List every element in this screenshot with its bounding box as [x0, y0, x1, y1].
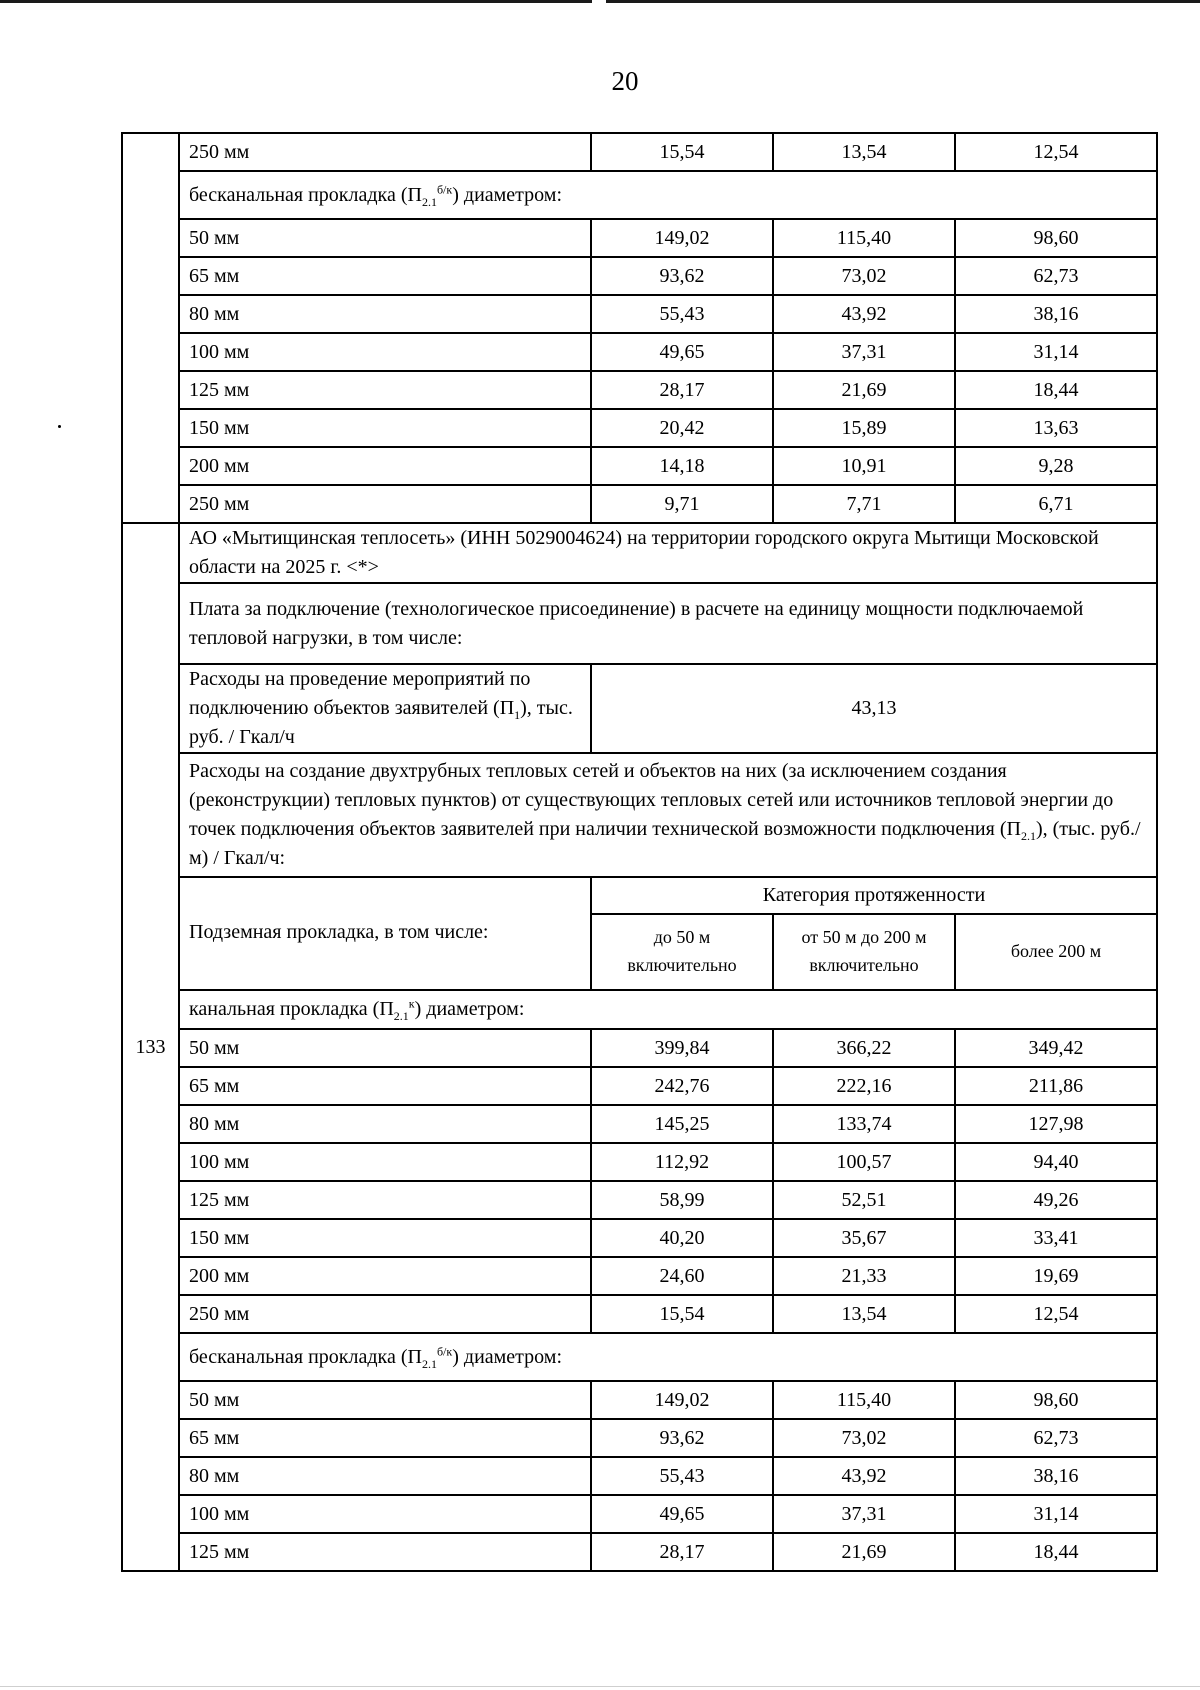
value-cell: 127,98 [955, 1105, 1157, 1143]
value-cell: 149,02 [591, 1381, 773, 1419]
value-cell: 12,54 [955, 133, 1157, 171]
value-cell: 19,69 [955, 1257, 1157, 1295]
value-cell: 98,60 [955, 1381, 1157, 1419]
value-cell: 28,17 [591, 1533, 773, 1571]
value-cell: 93,62 [591, 1419, 773, 1457]
table-row [122, 447, 1157, 485]
row-number: 133 [122, 523, 179, 1571]
value-cell: 38,16 [955, 295, 1157, 333]
table-row [122, 257, 1157, 295]
table-row [122, 485, 1157, 523]
value-cell: 14,18 [591, 447, 773, 485]
value-cell: 6,71 [955, 485, 1157, 523]
value-cell: 73,02 [773, 1419, 955, 1457]
p1-row [122, 664, 1157, 753]
table-row [122, 333, 1157, 371]
value-cell: 24,60 [591, 1257, 773, 1295]
diameter-cell: 250 мм [179, 485, 591, 523]
value-cell: 93,62 [591, 257, 773, 295]
channel-heading: канальная прокладка $(П_{2.1}^к)$ диаметром: [179, 990, 1157, 1029]
value-cell: 21,33 [773, 1257, 955, 1295]
underground-label: Подземная прокладка, в том числе: [179, 877, 591, 990]
value-cell: 349,42 [955, 1029, 1157, 1067]
diameter-cell: 250 мм [179, 133, 591, 171]
value-cell: 43,92 [773, 1457, 955, 1495]
diameter-cell: 80 мм [179, 295, 591, 333]
value-cell: 115,40 [773, 1381, 955, 1419]
value-cell: 35,67 [773, 1219, 955, 1257]
value-cell: 21,69 [773, 1533, 955, 1571]
value-cell: 62,73 [955, 257, 1157, 295]
value-cell: 9,28 [955, 447, 1157, 485]
value-cell: 12,54 [955, 1295, 1157, 1333]
value-cell: 10,91 [773, 447, 955, 485]
category-cell: более 200 м [955, 914, 1157, 990]
diameter-cell: 125 мм [179, 371, 591, 409]
p1-value: 43,13 [591, 664, 1157, 753]
category-cell: от 50 м до 200 м включительно [773, 914, 955, 990]
value-cell: 145,25 [591, 1105, 773, 1143]
value-cell: 13,54 [773, 1295, 955, 1333]
value-cell: 13,63 [955, 409, 1157, 447]
value-cell: 15,54 [591, 1295, 773, 1333]
diameter-cell: 125 мм [179, 1533, 591, 1571]
value-cell: 21,69 [773, 371, 955, 409]
value-cell: 55,43 [591, 1457, 773, 1495]
value-cell: 37,31 [773, 1495, 955, 1533]
table-row [122, 1457, 1157, 1495]
table-row [122, 219, 1157, 257]
category-header-row [122, 877, 1157, 914]
scan-edge-bottom [0, 1686, 1200, 1687]
diameter-cell: 80 мм [179, 1457, 591, 1495]
value-cell: 115,40 [773, 219, 955, 257]
diameter-cell: 65 мм [179, 1067, 591, 1105]
section-heading-row [122, 990, 1157, 1029]
table-row [122, 1533, 1157, 1571]
value-cell: 20,42 [591, 409, 773, 447]
value-cell: 211,86 [955, 1067, 1157, 1105]
table-row [122, 1105, 1157, 1143]
value-cell: 112,92 [591, 1143, 773, 1181]
value-cell: 399,84 [591, 1029, 773, 1067]
fee-text: Плата за подключение (технологическое присоединение) в расчете на единицу мощности подключаемой тепловой нагрузки, в том числе: [179, 583, 1157, 664]
table-row [122, 1067, 1157, 1105]
scan-edge-gap [592, 0, 606, 3]
category-header: Категория протяженности [591, 877, 1157, 914]
value-cell: 31,14 [955, 333, 1157, 371]
tariff-table [121, 132, 1158, 1572]
table-row [122, 371, 1157, 409]
diameter-cell: 50 мм [179, 219, 591, 257]
table-row [122, 1219, 1157, 1257]
table-row [122, 133, 1157, 171]
value-cell: 242,76 [591, 1067, 773, 1105]
value-cell: 133,74 [773, 1105, 955, 1143]
value-cell: 13,54 [773, 133, 955, 171]
diameter-cell: 100 мм [179, 333, 591, 371]
p21-row [122, 753, 1157, 877]
value-cell: 7,71 [773, 485, 955, 523]
value-cell: 37,31 [773, 333, 955, 371]
value-cell: 18,44 [955, 1533, 1157, 1571]
diameter-cell: 150 мм [179, 1219, 591, 1257]
value-cell: 38,16 [955, 1457, 1157, 1495]
section-heading-row [122, 171, 1157, 219]
table-row [122, 1181, 1157, 1219]
diameter-cell: 150 мм [179, 409, 591, 447]
section-heading-row [122, 1333, 1157, 1381]
diameter-cell: 250 мм [179, 1295, 591, 1333]
value-cell: 149,02 [591, 219, 773, 257]
value-cell: 28,17 [591, 371, 773, 409]
channelless-heading: бесканальная прокладка $(П_{2.1}^{б/к})$ диаметром: [179, 1333, 1157, 1381]
table-row [122, 1029, 1157, 1067]
diameter-cell: 80 мм [179, 1105, 591, 1143]
value-cell: 62,73 [955, 1419, 1157, 1457]
row-number-empty [122, 133, 179, 523]
value-cell: 100,57 [773, 1143, 955, 1181]
p1-label: Расходы на проведение мероприятий по подключению объектов заявителей $(П_1)$, тыс. руб. / Гкал/ч [179, 664, 591, 753]
value-cell: 49,65 [591, 1495, 773, 1533]
diameter-cell: 65 мм [179, 1419, 591, 1457]
value-cell: 222,16 [773, 1067, 955, 1105]
diameter-cell: 100 мм [179, 1143, 591, 1181]
diameter-cell: 125 мм [179, 1181, 591, 1219]
value-cell: 98,60 [955, 219, 1157, 257]
table-row [122, 1381, 1157, 1419]
value-cell: 18,44 [955, 371, 1157, 409]
diameter-cell: 100 мм [179, 1495, 591, 1533]
value-cell: 94,40 [955, 1143, 1157, 1181]
value-cell: 9,71 [591, 485, 773, 523]
value-cell: 43,92 [773, 295, 955, 333]
diameter-cell: 50 мм [179, 1381, 591, 1419]
table-row [122, 1257, 1157, 1295]
scan-speck [58, 425, 61, 428]
p21-text: Расходы на создание двухтрубных тепловых сетей и объектов на них (за исключением создания (реконструкции) тепловых пунктов) от существующих тепловых сетей или источников тепловой энергии до точек подключения объектов заявителей при наличии технической возможности подключения $(П_{2.1})$, (тыс. руб./м) / Гкал/ч: [179, 753, 1157, 877]
value-cell: 52,51 [773, 1181, 955, 1219]
table-row [122, 1495, 1157, 1533]
organization-title: АО «Мытищинская теплосеть» (ИНН 5029004624) на территории городского округа Мытищи Московской области на 2025 г. <*> [179, 523, 1157, 583]
value-cell: 33,41 [955, 1219, 1157, 1257]
table-row [122, 295, 1157, 333]
channelless-heading: бесканальная прокладка $(П_{2.1}^{б/к})$ диаметром: [179, 171, 1157, 219]
table-row [122, 1143, 1157, 1181]
table-row [122, 1419, 1157, 1457]
page-number: 20 [611, 66, 639, 96]
value-cell: 31,14 [955, 1495, 1157, 1533]
value-cell: 15,89 [773, 409, 955, 447]
section-title-row [122, 523, 1157, 583]
table-row [122, 409, 1157, 447]
value-cell: 49,26 [955, 1181, 1157, 1219]
fee-row [122, 583, 1157, 664]
value-cell: 15,54 [591, 133, 773, 171]
value-cell: 366,22 [773, 1029, 955, 1067]
diameter-cell: 200 мм [179, 1257, 591, 1295]
value-cell: 73,02 [773, 257, 955, 295]
diameter-cell: 200 мм [179, 447, 591, 485]
value-cell: 58,99 [591, 1181, 773, 1219]
value-cell: 49,65 [591, 333, 773, 371]
table-row [122, 1295, 1157, 1333]
diameter-cell: 65 мм [179, 257, 591, 295]
diameter-cell: 50 мм [179, 1029, 591, 1067]
value-cell: 40,20 [591, 1219, 773, 1257]
value-cell: 55,43 [591, 295, 773, 333]
category-cell: до 50 м включительно [591, 914, 773, 990]
